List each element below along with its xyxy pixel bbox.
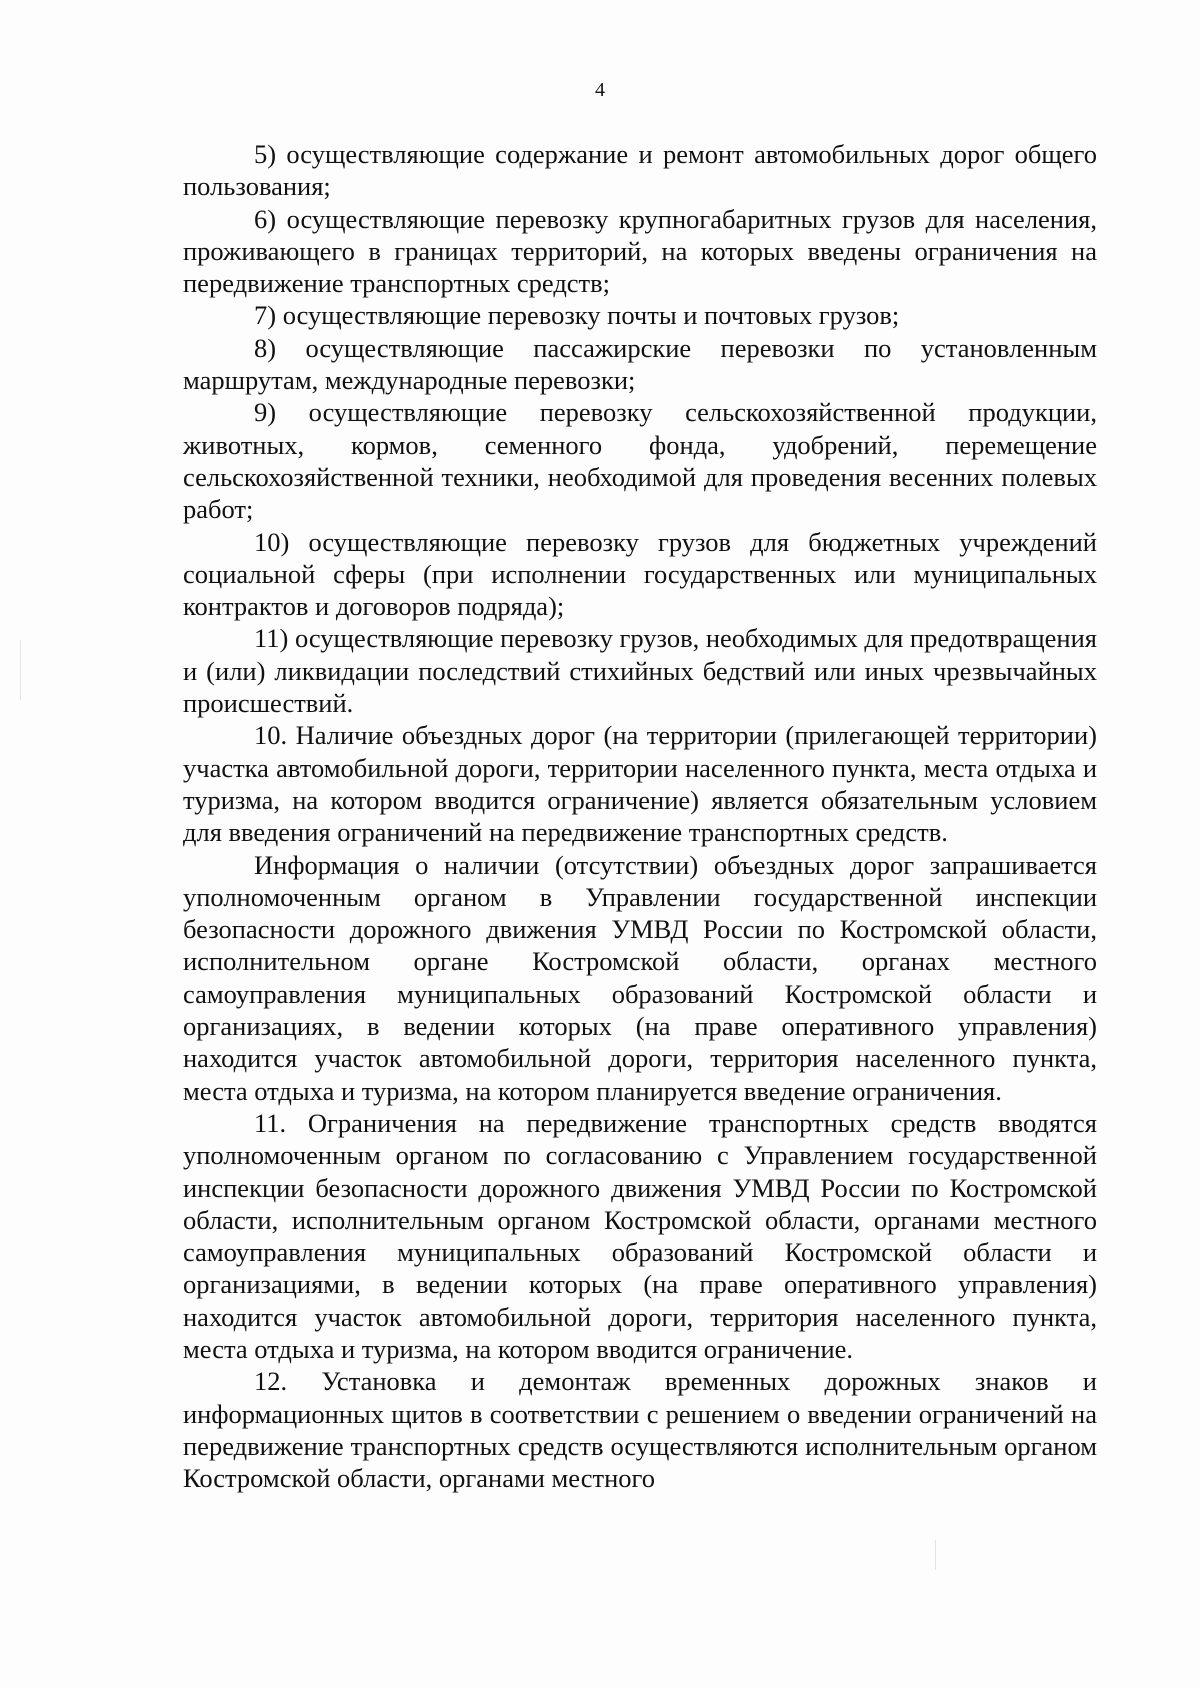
page-number: 4	[595, 79, 605, 101]
paragraph-clause-12: 12. Установка и демонтаж временных дорожных знаков и информационных щитов в соответствии с решением о введении ограничений на передвижение транспортных средств осуществляются исполнительным органом Костромской области, органами местного	[183, 1366, 1097, 1494]
scan-artifact-left	[20, 640, 21, 700]
paragraph-clause-10: 10. Наличие объездных дорог (на территории (прилегающей территории) участка автомобильной дороги, территории населенного пункта, места отдыха и туризма, на котором вводится ограничение) является обязательным условием для введения ограничений на передвижение транспортных средств.	[183, 720, 1097, 848]
paragraph-clause-11: 11. Ограничения на передвижение транспортных средств вводятся уполномоченным органом по согласованию с Управлением государственной инспекции безопасности дорожного движения УМВД России по Костромской области, исполнительным органом Костромской области, органами местного самоуправления муниципальных образований Костромской области и организациями, в ведении которых (на праве оперативного управления) находится участок автомобильной дороги, территория населенного пункта, места отдыха и туризма, на котором вводится ограничение.	[183, 1107, 1097, 1364]
paragraph-item-5: 5) осуществляющие содержание и ремонт автомобильных дорог общего пользования;	[183, 139, 1097, 202]
paragraph-item-9: 9) осуществляющие перевозку сельскохозяйственной продукции, животных, кормов, семенного фонда, удобрений, перемещение сельскохозяйственной техники, необходимой для проведения весенних полевых работ;	[183, 397, 1097, 525]
paragraph-item-11: 11) осуществляющие перевозку грузов, необходимых для предотвращения и (или) ликвидации последствий стихийных бедствий или иных чрезвычайных происшествий.	[183, 623, 1097, 719]
scan-artifact-bottom	[935, 1540, 936, 1570]
document-body	[183, 138, 1097, 1494]
paragraph-item-6: 6) осуществляющие перевозку крупногабаритных грузов для населения, проживающего в границах территорий, на которых введены ограничения на передвижение транспортных средств;	[183, 203, 1097, 299]
paragraph-item-10: 10) осуществляющие перевозку грузов для бюджетных учреждений социальной сферы (при исполнении государственных или муниципальных контрактов и договоров подряда);	[183, 526, 1097, 622]
paragraph-item-7: 7) осуществляющие перевозку почты и почтовых грузов;	[254, 300, 900, 331]
paragraph-detour-info: Информация о наличии (отсутствии) объездных дорог запрашивается уполномоченным органом в Управлении государственной инспекции безопасности дорожного движения УМВД России по Костромской области, исполнительном органе Костромской области, органах местного самоуправления муниципальных образований Костромской области и организациях, в ведении которых (на праве оперативного управления) находится участок автомобильной дороги, территория населенного пункта, места отдыха и туризма, на котором планируется введение ограничения.	[183, 849, 1097, 1106]
paragraph-item-8: 8) осуществляющие пассажирские перевозки по установленным маршрутам, международные перевозки;	[183, 332, 1097, 396]
